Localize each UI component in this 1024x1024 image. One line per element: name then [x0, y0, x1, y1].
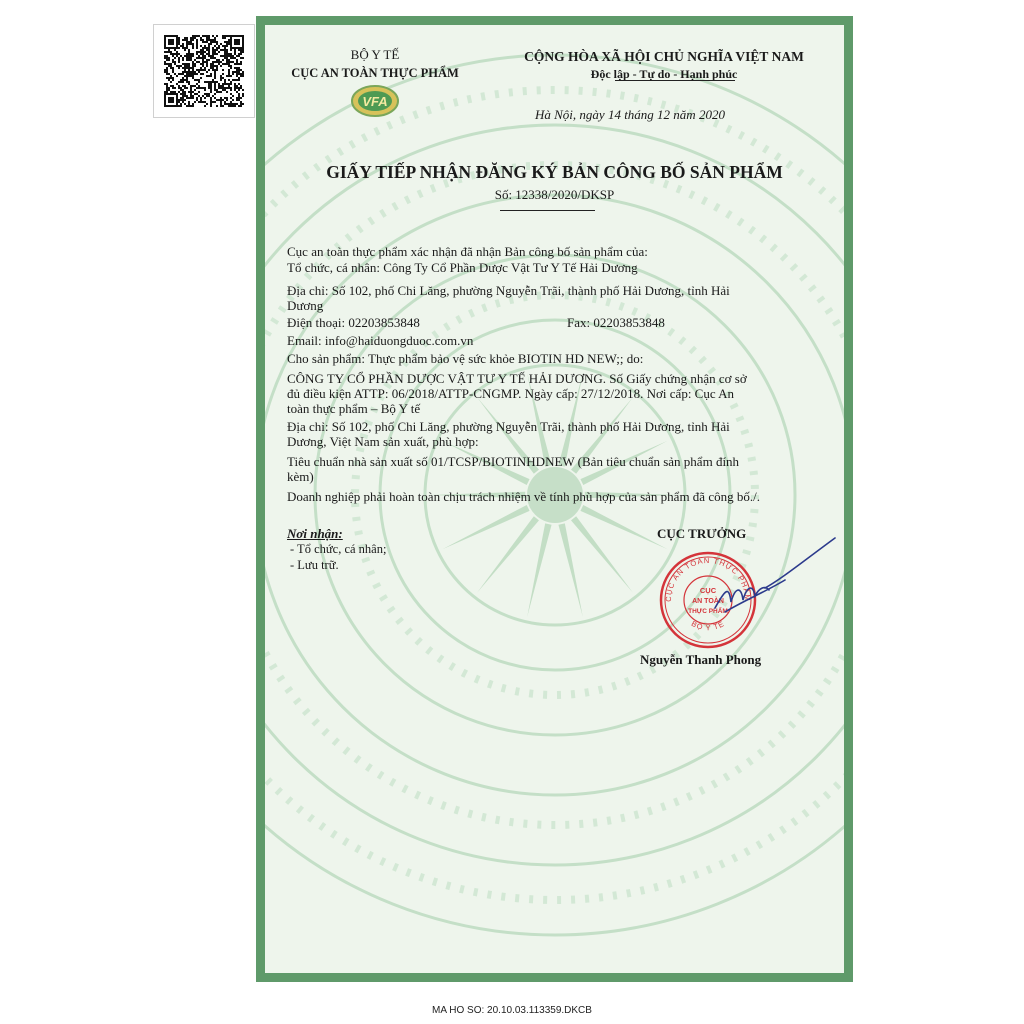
- seal-top-text: CỤC AN TOÀN THỰC PHẨM: [663, 555, 753, 602]
- recipients-heading: Nơi nhận:: [287, 526, 343, 541]
- republic-name: CỘNG HÒA XÃ HỘI CHỦ NGHĨA VIỆT NAM: [524, 49, 804, 64]
- body-product: Cho sản phẩm: Thực phẩm bảo vệ sức khỏe BIOTIN HD NEW;; do:: [287, 351, 644, 366]
- svg-text:VFA: VFA: [362, 94, 388, 109]
- body-maker-address-line1: Địa chỉ: Số 102, phố Chi Lăng, phường Nguyễn Trãi, thành phố Hải Dương, tỉnh Hải: [287, 419, 730, 434]
- body-fax: Fax: 02203853848: [567, 315, 665, 330]
- agency-name: CỤC AN TOÀN THỰC PHẨM: [291, 66, 459, 80]
- signer-name: Nguyễn Thanh Phong: [640, 652, 762, 667]
- qr-code-icon: [164, 35, 244, 107]
- body-address-line2: Dương: [287, 298, 324, 313]
- body-intro: Cục an toàn thực phẩm xác nhận đã nhận Bản công bố sản phẩm của:: [287, 244, 648, 259]
- body-standard-line2: kèm): [287, 469, 314, 484]
- body-maker-line2: đủ điều kiện ATTP: 06/2018/ATTP-CNGMP. Ngày cấp: 27/12/2018. Nơi cấp: Cục An: [287, 386, 735, 401]
- body-address-line1: Địa chỉ: Số 102, phố Chi Lăng, phường Nguyễn Trãi, thành phố Hải Dương, tỉnh Hải: [287, 283, 730, 298]
- national-motto: Độc lập - Tự do - Hạnh phúc: [590, 67, 738, 81]
- body-phone: Điện thoại: 02203853848: [287, 315, 420, 330]
- title-divider: [500, 210, 595, 211]
- body-responsibility: Doanh nghiệp phải hoàn toàn chịu trách nhiệm về tính phù hợp của sản phẩm đã công bố./.: [287, 489, 760, 504]
- certificate-page: [265, 25, 844, 973]
- dossier-code: MA HO SO: 20.10.03.113359.DKCB: [432, 1005, 592, 1016]
- body-maker-line1: CÔNG TY CỔ PHẦN DƯỢC VẬT TƯ Y TẾ HẢI DƯƠNG. Số Giấy chứng nhận cơ sở: [287, 371, 747, 386]
- recipients-item: - Tổ chức, cá nhân;: [290, 542, 387, 556]
- body-email: Email: info@haiduongduoc.com.vn: [287, 333, 474, 348]
- ministry-name: BỘ Y TẾ: [350, 47, 400, 62]
- qr-code: [153, 24, 255, 118]
- seal-center-text: CỤC: [699, 586, 717, 595]
- seal-center-text: AN TOÀN: [692, 598, 724, 605]
- document-title: GIẤY TIẾP NHẬN ĐĂNG KÝ BẢN CÔNG BỐ SẢN PHẨM: [326, 162, 783, 182]
- recipients-item: - Lưu trữ.: [290, 558, 339, 572]
- vfa-logo: [350, 84, 400, 118]
- document-number: Số: 12338/2020/DKSP: [494, 187, 615, 202]
- motto-underline: [615, 80, 735, 81]
- handwritten-signature: [685, 530, 844, 633]
- certificate-border: [256, 16, 853, 982]
- certificate-content: [265, 25, 844, 973]
- body-maker-line3: toàn thực phẩm – Bộ Y tế: [287, 401, 421, 416]
- body-maker-address-line2: Dương, Việt Nam sản xuất, phù hợp:: [287, 434, 479, 449]
- seal-center-text: THỰC PHẨM: [688, 608, 728, 615]
- place-date: Hà Nội, ngày 14 tháng 12 năm 2020: [535, 107, 725, 122]
- body-standard-line1: Tiêu chuẩn nhà sản xuất số 01/TCSP/BIOTINHDNEW (Bản tiêu chuẩn sản phẩm đính: [287, 454, 740, 469]
- body-organization: Tổ chức, cá nhân: Công Ty Cổ Phần Dược Vật Tư Y Tế Hải Dương: [287, 260, 638, 275]
- signer-role: CỤC TRƯỞNG: [657, 526, 747, 541]
- seal-bottom-text: BỘ Y TẾ: [689, 618, 727, 633]
